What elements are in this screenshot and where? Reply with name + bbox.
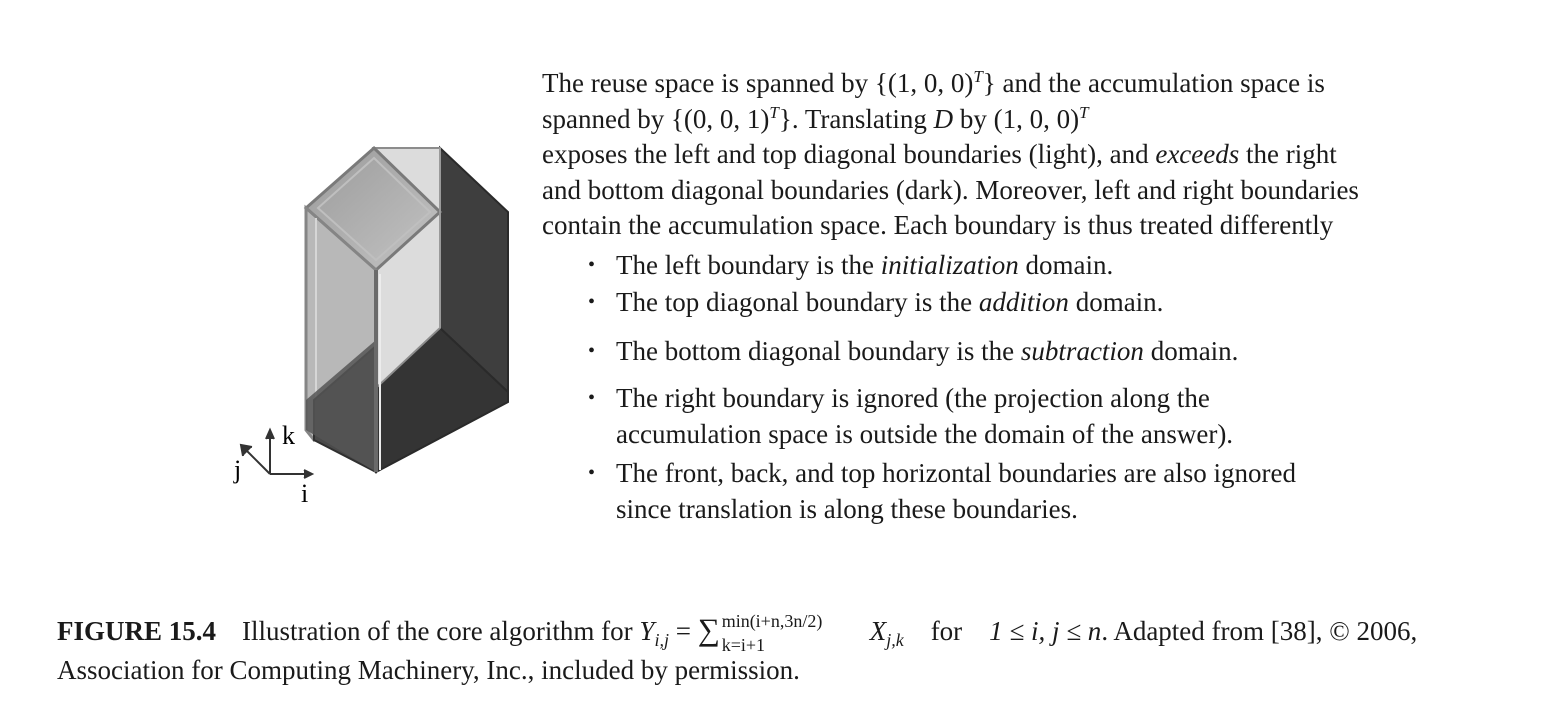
list-item: • The top diagonal boundary is the addition domain. [616,285,1362,321]
list-item: • The bottom diagonal boundary is the subtraction domain. [616,334,1362,370]
description-paragraph: The reuse space is spanned by {(1, 0, 0)$^T$} and the accumulation space is spanned by {(0, 0, 1)$^T$}. Translating D by (1, 0, 0)$^T$ exposes the left and top diagonal boundaries (light), and exceeds the right and bottom diagonal boundaries (dark). Moreover, left and right boundaries contain the accumulation space. Each boundary is thus treated differently [542,67,1359,240]
axis-label-i: i [301,479,309,508]
list-item: • The right boundary is ignored (the projection along the accumulation space is outside the domain of the answer). [616,381,1326,452]
axes-indicator [241,430,312,478]
list-item: • The front, back, and top horizontal boundaries are also ignored since translation is along these boundaries. [616,456,1316,527]
summation-formula: ∑ min(i+n,3n/2) k=i+1 [697,611,823,655]
list-item: • The left boundary is the initialization domain. [616,248,1362,284]
axis-label-k: k [282,421,295,450]
figure-caption: FIGURE 15.4 Illustration of the core algorithm for $Y_{i,j}$ = ∑ min(i+n,3n/2) k=i+1 $X_{j,k}$ for 1 ≤ i, j ≤ n. Adapted from [38], © 2006, Association for Computing Machinery, Inc., included by permission. [57,611,1418,685]
boundary-list [542,248,1362,528]
figure-label: FIGURE 15.4 [57,616,217,646]
description-block [542,66,1362,527]
reuse-space-figure [228,140,528,510]
axis-label-j: j [234,455,242,484]
